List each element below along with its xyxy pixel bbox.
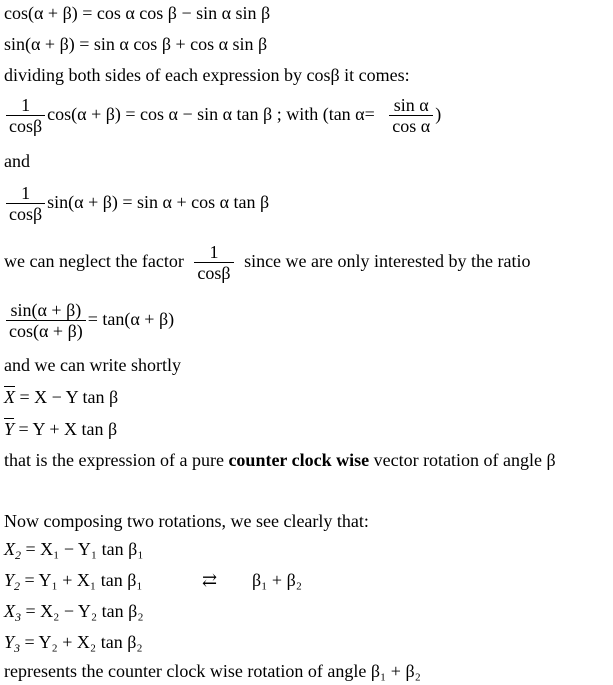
fraction-numerator: sin(α + β) bbox=[10, 300, 82, 321]
equation-sin-sum bbox=[4, 33, 267, 55]
paragraph-text: and we can write shortly bbox=[4, 355, 181, 375]
bold-text: counter clock wise bbox=[228, 450, 370, 470]
fraction-numerator: 1 bbox=[21, 183, 31, 204]
variable-x2: $X_2$ bbox=[4, 539, 21, 562]
equation-ybar bbox=[4, 418, 117, 440]
variable-y2: $Y_2$ bbox=[4, 570, 21, 593]
text-and-1 bbox=[4, 150, 30, 172]
paragraph-text: we can neglect the factor bbox=[4, 251, 184, 271]
variable-ybar: $\overline{Y}$ bbox=[4, 419, 15, 439]
equation-text: = Y + X tan β bbox=[18, 419, 118, 439]
equation-x3 bbox=[4, 600, 144, 622]
equivalence-arrow-icon: ⇄ bbox=[202, 570, 218, 590]
equation-text: = Y₂ + X₂ tan β₂ bbox=[24, 632, 143, 652]
equation-cos-divided bbox=[4, 92, 441, 136]
text-neglect bbox=[4, 239, 530, 283]
beta-sum: β₁ + β₂ bbox=[252, 570, 303, 590]
fraction-denominator: cosβ bbox=[194, 262, 233, 283]
fraction-numerator: sin α bbox=[393, 95, 429, 116]
text-dividing bbox=[4, 64, 410, 86]
equation-text: = Y₁ + X₁ tan β₁ bbox=[24, 570, 143, 590]
fraction-sin-over-cos bbox=[6, 300, 86, 341]
fraction-one-over-cosbeta bbox=[6, 95, 45, 136]
equation-text: cos(α + β) = cos α cos β − sin α sin β bbox=[4, 3, 271, 23]
equation-text: = X₁ − Y₁ tan β₁ bbox=[25, 539, 144, 559]
paragraph-text: dividing both sides of each expression by cosβ it comes: bbox=[4, 65, 410, 85]
equation-text: sin(α + β) = sin α cos β + cos α sin β bbox=[4, 34, 268, 54]
closing-paren: ) bbox=[435, 104, 442, 124]
equation-text: = tan(α + β) bbox=[87, 309, 175, 329]
equation-text: cos(α + β) = cos α − sin α tan β ; with (tan α= bbox=[47, 104, 375, 124]
fraction-denominator: cosβ bbox=[6, 203, 45, 224]
fraction-numerator: 1 bbox=[21, 95, 31, 116]
equation-cos-sum bbox=[4, 2, 270, 24]
variable-y3: $Y_3$ bbox=[4, 632, 21, 655]
equation-sin-divided bbox=[4, 180, 269, 224]
equation-y3 bbox=[4, 631, 143, 653]
fraction-numerator: 1 bbox=[209, 242, 219, 263]
equation-text: = X₂ − Y₂ tan β₂ bbox=[25, 601, 144, 621]
fraction-denominator: cos(α + β) bbox=[6, 320, 86, 341]
text-composing bbox=[4, 510, 369, 532]
text-expression bbox=[4, 449, 556, 471]
text-write-shortly bbox=[4, 354, 181, 376]
paragraph-text: that is the expression of a pure bbox=[4, 450, 224, 470]
paragraph-text: vector rotation of angle β bbox=[373, 450, 556, 470]
paragraph-text: represents the counter clock wise rotation of angle β₁ + β₂ bbox=[4, 661, 421, 681]
paragraph-text: since we are only interested by the ratio bbox=[244, 251, 531, 271]
fraction-one-over-cosbeta bbox=[194, 242, 233, 283]
fraction-denominator: cosβ bbox=[6, 115, 45, 136]
equation-text: sin(α + β) = sin α + cos α tan β bbox=[47, 192, 270, 212]
paragraph-text: and bbox=[4, 151, 30, 171]
equation-y2 bbox=[4, 569, 604, 591]
variable-xbar: $\overline{X}$ bbox=[4, 387, 15, 407]
text-represents bbox=[4, 660, 421, 682]
fraction-tan-alpha bbox=[389, 95, 433, 136]
paragraph-text: Now composing two rotations, we see clearly that: bbox=[4, 511, 369, 531]
equation-xbar bbox=[4, 386, 118, 408]
fraction-one-over-cosbeta bbox=[6, 183, 45, 224]
fraction-denominator: cos α bbox=[389, 115, 433, 136]
equation-ratio bbox=[4, 297, 174, 341]
variable-x3: $X_3$ bbox=[4, 601, 21, 624]
equation-text: = X − Y tan β bbox=[19, 387, 119, 407]
equation-x2 bbox=[4, 538, 144, 560]
